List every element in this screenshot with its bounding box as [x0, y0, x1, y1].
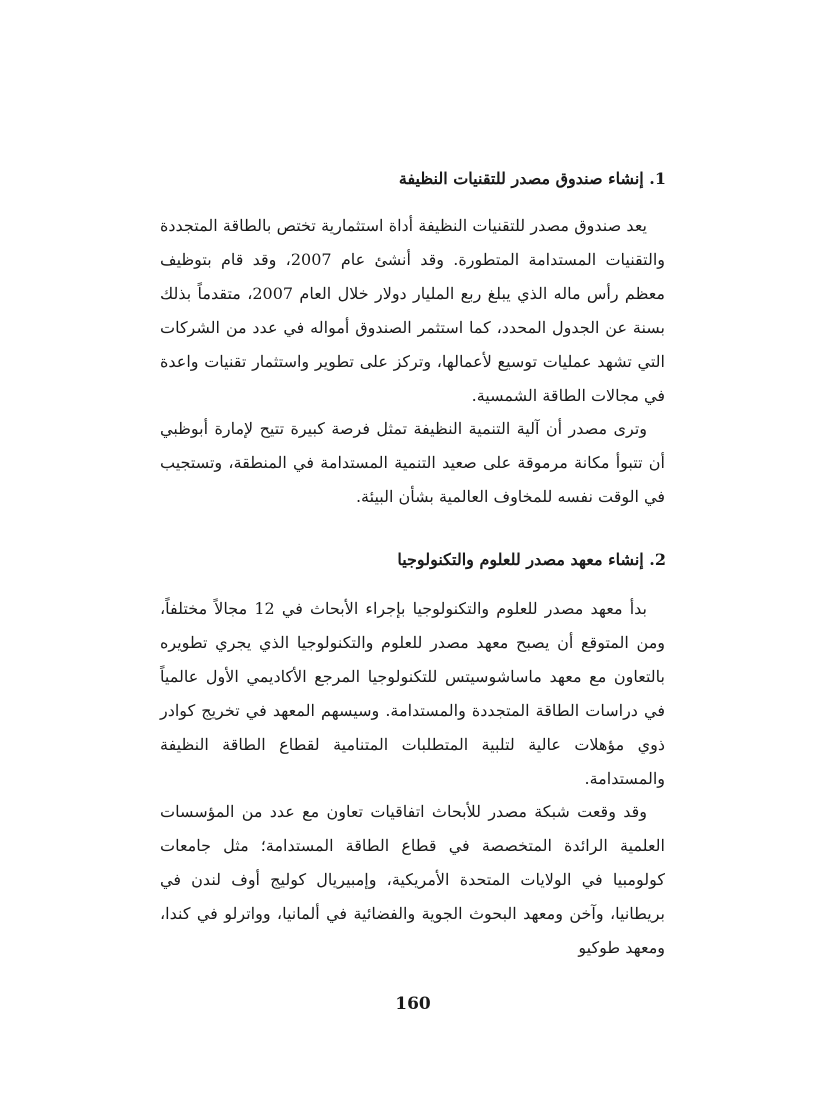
- section-1-heading: 1. إنشاء صندوق مصدر للتقنيات النظيفة: [398, 169, 666, 188]
- section-1-paragraph-2: وترى مصدر أن آلية التنمية النظيفة تمثل فرصة كبيرة تتيح لإمارة أبوظبي أن تتبوأ مكانة مرموقة على صعيد التنمية المستدامة في المنطقة، وتستجيب في الوقت نفسه للمخاوف العالمية بشأن البيئة.: [160, 419, 665, 506]
- page-number: 160: [395, 994, 431, 1014]
- section-2-paragraph-2: وقد وقعت شبكة مصدر للأبحاث اتفاقيات تعاون مع عدد من المؤسسات العلمية الرائدة المتخصصة في قطاع الطاقة المستدامة؛ مثل جامعات كولومبيا في الولايات المتحدة الأمريكية، وإمبيريال كوليج أوف لندن في بريطانيا، وآخن ومعهد البحوث الجوية والفضائية في ألمانيا، وواترلو في كندا، ومعهد طوكيو: [160, 802, 665, 957]
- section-2-heading: 2. إنشاء معهد مصدر للعلوم والتكنولوجيا: [397, 550, 666, 569]
- section-1-paragraph-1-container: [160, 209, 665, 413]
- section-2-paragraph-1: بدأ معهد مصدر للعلوم والتكنولوجيا بإجراء الأبحاث في 12 مجالاً مختلفاً، ومن المتوقع أن يصبح معهد مصدر للعلوم والتكنولوجيا الذي يجري تطويره بالتعاون مع معهد ماساشوسيتس للتكنولوجيا المرجع الأكاديمي الأول عالمياً في دراسات الطاقة المتجددة والمستدامة. وسيسهم المعهد في تخريج كوادر ذوي مؤهلات عالية لتلبية المتطلبات المتنامية لقطاع الطاقة النظيفة والمستدامة.: [160, 599, 665, 788]
- section-2-paragraph-2-container: [160, 795, 665, 965]
- section-2-paragraph-1-container: [160, 592, 665, 796]
- section-1-paragraph-1: يعد صندوق مصدر للتقنيات النظيفة أداة استثمارية تختص بالطاقة المتجددة والتقنيات المستدامة المتطورة. وقد أنشئ عام 2007، وقد قام بتوظيف معظم رأس ماله الذي يبلغ ربع المليار دولار خلال العام 2007، متقدماً بذلك بسنة عن الجدول المحدد، كما استثمر الصندوق أمواله في عدد من الشركات التي تشهد عمليات توسيع لأعمالها، وتركز على تطوير واستثمار تقنيات واعدة في مجالات الطاقة الشمسية.: [160, 216, 666, 405]
- section-1-paragraph-2-container: [160, 412, 665, 514]
